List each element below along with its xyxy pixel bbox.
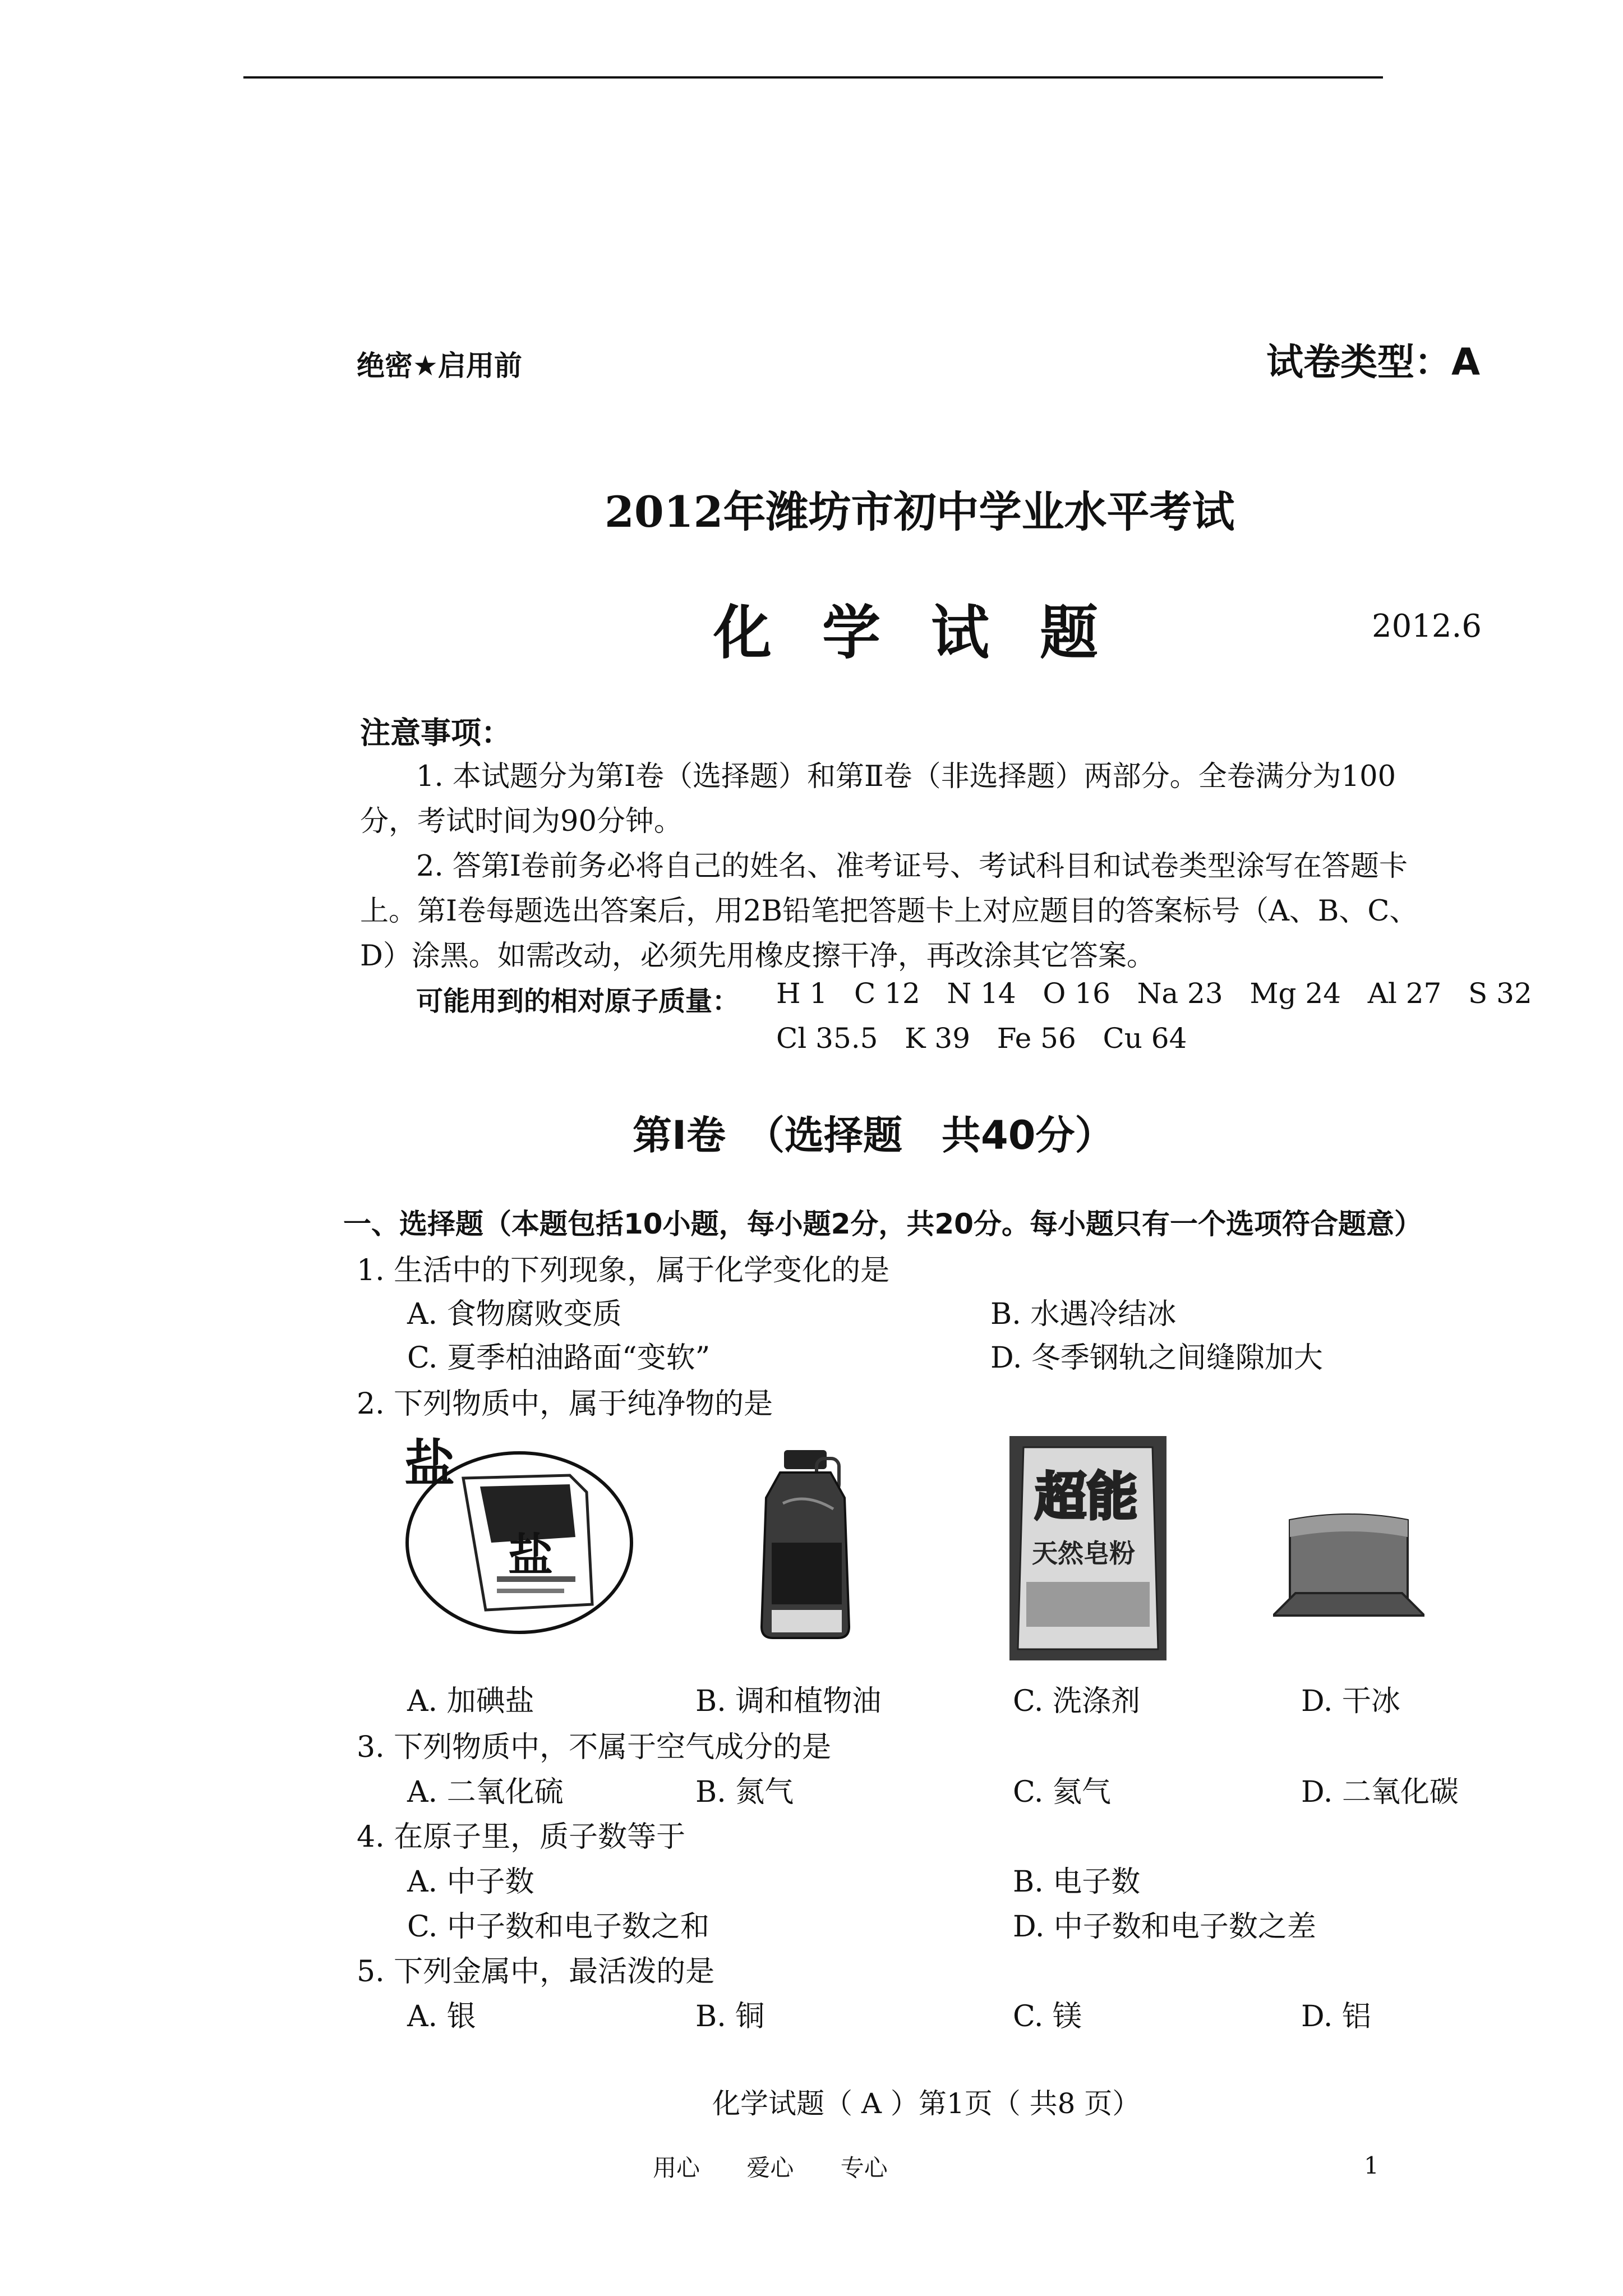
detergent-bag-bottom: [1026, 1582, 1150, 1627]
question-3-option-d: D. 二氧化碳: [1301, 1775, 1459, 1809]
question-4-option-a: A. 中子数: [407, 1865, 534, 1899]
atomic-mass-values-1: H 1 C 12 N 14 O 16 Na 23 Mg 24 Al 27 S 32: [776, 977, 1532, 1010]
question-3-stem: 3. 下列物质中，不属于空气成分的是: [357, 1731, 832, 1764]
detergent-image: [1009, 1436, 1166, 1660]
question-1-option-c: C. 夏季柏油路面“变软”: [407, 1341, 711, 1375]
question-1-option-a: A. 食物腐败变质: [407, 1297, 622, 1331]
salt-bag-stripe-2: [497, 1589, 564, 1593]
notice-line-1: 1. 本试题分为第Ⅰ卷（选择题）和第Ⅱ卷（非选择题）两部分。全卷满分为100: [416, 760, 1396, 793]
question-2-option-a: A. 加碘盐: [407, 1685, 534, 1718]
atomic-mass-values-2: Cl 35.5 K 39 Fe 56 Cu 64: [776, 1022, 1187, 1055]
question-2-option-d: D. 干冰: [1301, 1685, 1400, 1718]
footer-motto: 用心 爱心 专心: [653, 2154, 888, 2182]
question-4-option-b: B. 电子数: [1013, 1865, 1141, 1899]
iodized-salt-image: [402, 1436, 637, 1638]
vegetable-oil-image: [749, 1447, 861, 1644]
question-4-option-c: C. 中子数和电子数之和: [407, 1910, 709, 1944]
exam-title: 2012年潍坊市初中学业水平考试: [605, 487, 1235, 537]
part1-title: 第Ⅰ卷 （选择题 共40分）: [633, 1112, 1114, 1158]
question-1-option-b: B. 水遇冷结冰: [990, 1297, 1177, 1331]
question-3-option-b: B. 氮气: [695, 1775, 794, 1809]
paper-type-label: 试卷类型：A: [1266, 341, 1481, 384]
question-3-option-a: A. 二氧化硫: [407, 1775, 564, 1809]
salt-bag-char: 盐: [508, 1529, 553, 1581]
dry-ice-base: [1273, 1593, 1424, 1616]
notice-line-5: D）涂黑。如需改动，必须先用橡皮擦干净，再改涂其它答案。: [360, 940, 1155, 973]
question-1-option-d: D. 冬季钢轨之间缝隙加大: [990, 1341, 1323, 1375]
detergent-sub-text: 天然皂粉: [1032, 1538, 1135, 1568]
question-5-option-a: A. 银: [407, 2000, 476, 2033]
dry-ice-image: [1273, 1503, 1424, 1638]
notice-line-3: 2. 答第Ⅰ卷前务必将自己的姓名、准考证号、考试科目和试卷类型涂写在答题卡: [416, 850, 1408, 883]
question-5-option-d: D. 铝: [1301, 2000, 1371, 2033]
exam-date: 2012.6: [1372, 608, 1482, 645]
question-5-option-c: C. 镁: [1013, 2000, 1082, 2033]
question-5-stem: 5. 下列金属中，最活泼的是: [357, 1955, 715, 1989]
atomic-mass-label: 可能用到的相对原子质量：: [416, 986, 740, 1017]
page-footer: 化学试题（ A ）第1页（ 共8 页）: [712, 2087, 1141, 2120]
question-4-option-d: D. 中子数和电子数之差: [1013, 1910, 1316, 1944]
notice-line-2: 分，考试时间为90分钟。: [360, 805, 683, 838]
bottle-label: [772, 1543, 842, 1604]
question-2-stem: 2. 下列物质中，属于纯净物的是: [357, 1387, 773, 1421]
detergent-brand-text: 超能: [1035, 1467, 1138, 1527]
salt-handwritten-char: 盐: [404, 1436, 455, 1493]
top-rule: [243, 76, 1383, 79]
question-2-option-b: B. 调和植物油: [695, 1685, 882, 1718]
notice-heading: 注意事项：: [360, 715, 511, 751]
question-2-option-c: C. 洗涤剂: [1013, 1685, 1140, 1718]
section-heading: 一、选择题（本题包括10小题，每小题2分，共20分。每小题只有一个选项符合题意）: [343, 1208, 1422, 1240]
notice-line-4: 上。第Ⅰ卷每题选出答案后，用2B铅笔把答题卡上对应题目的答案标号（A、B、C、: [360, 895, 1418, 928]
question-1-stem: 1. 生活中的下列现象，属于化学变化的是: [357, 1254, 890, 1287]
question-4-stem: 4. 在原子里，质子数等于: [357, 1820, 686, 1854]
question-5-option-b: B. 铜: [695, 2000, 765, 2033]
subject-title: 化学试题: [713, 598, 1149, 667]
bottle-clear-bottom: [772, 1610, 842, 1632]
page-number: 1: [1364, 2152, 1379, 2179]
question-3-option-c: C. 氦气: [1013, 1775, 1111, 1809]
secret-label: 绝密★启用前: [357, 349, 522, 382]
